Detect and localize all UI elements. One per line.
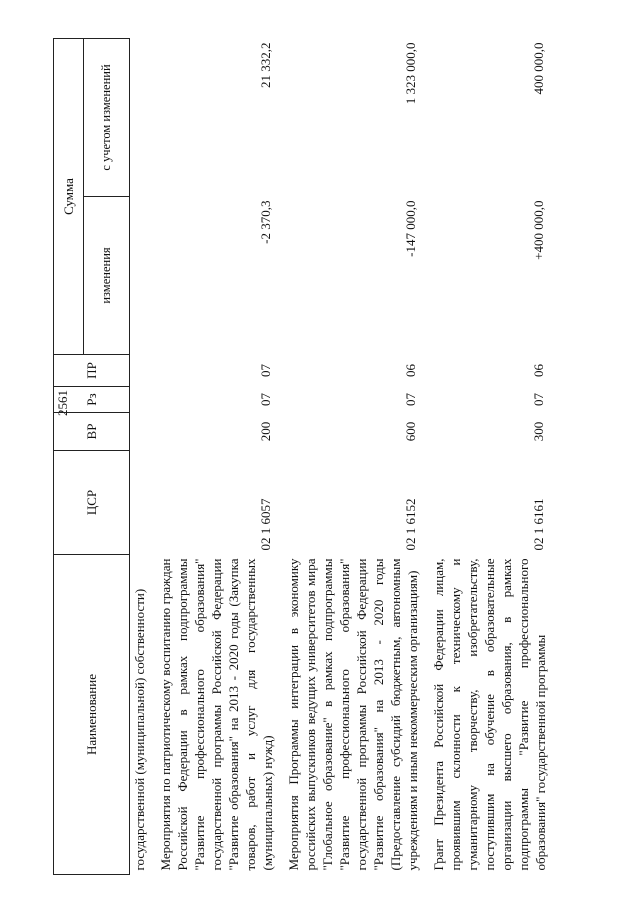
row-name: Грант Президента Российской Федерации лицам, проявившим склонности к техническому и гуманитарному творчеству, изобретательству, поступившим на обучение в образовательные организации высшего образования, в рамках подпрограммы "Развитие профессионального образования" государственной программы bbox=[431, 558, 548, 871]
row-rz: 07 bbox=[258, 393, 273, 406]
row-rz bbox=[130, 387, 157, 413]
row-change bbox=[130, 197, 157, 355]
row-csr: 02 1 6161 bbox=[531, 498, 546, 551]
header-vr: ВР bbox=[54, 413, 130, 451]
row-csr: 02 1 6152 bbox=[403, 498, 418, 551]
row-total bbox=[130, 39, 157, 197]
row-change: -147 000,0 bbox=[403, 200, 418, 257]
row-change: +400 000,0 bbox=[531, 200, 546, 260]
row-csr bbox=[130, 451, 157, 555]
header-name: Наименование bbox=[54, 555, 130, 875]
row-pr bbox=[130, 355, 157, 387]
row-vr: 300 bbox=[531, 421, 546, 442]
table-row bbox=[284, 39, 429, 875]
row-pr: 07 bbox=[258, 364, 273, 377]
header-sum: Сумма bbox=[54, 39, 84, 355]
row-vr: 600 bbox=[403, 421, 418, 442]
row-change: -2 370,3 bbox=[258, 200, 273, 244]
row-pr: 06 bbox=[531, 364, 546, 377]
table-row bbox=[130, 39, 157, 875]
row-vr: 200 bbox=[258, 421, 273, 442]
header-changes: изменения bbox=[84, 197, 130, 355]
row-rz: 07 bbox=[403, 393, 418, 406]
row-total: 21 332,2 bbox=[258, 42, 273, 88]
table-row bbox=[429, 39, 557, 875]
table-row bbox=[156, 39, 284, 875]
row-vr bbox=[130, 413, 157, 451]
row-total: 1 323 000,0 bbox=[403, 42, 418, 105]
row-pr: 06 bbox=[403, 364, 418, 377]
header-with-changes: с учетом изменений bbox=[84, 39, 130, 197]
header-rz: Рз bbox=[54, 387, 130, 413]
row-csr: 02 1 6057 bbox=[258, 498, 273, 551]
header-pr: ПР bbox=[54, 355, 130, 387]
budget-table bbox=[53, 38, 557, 875]
document-table-rotated bbox=[53, 39, 587, 875]
row-name: Мероприятия по патриотическому воспитанию граждан Российской Федерации в рамках подпрограммы "Развитие профессионального образования" государственной программы Российской Федерации "Развитие образования" на 2013 - 2020 годы (Закупка товаров, работ и услуг для государственных (муниципальных) нужд) bbox=[158, 558, 275, 871]
header-csr: ЦСР bbox=[54, 451, 130, 555]
row-total: 400 000,0 bbox=[531, 42, 546, 95]
row-name: Мероприятия Программы интеграции в экономику российских выпускников ведущих университетов мира "Глобальное образование" в рамках подпрограммы "Развитие профессионального образования" государственной программы Российской Федерации "Развитие образования" на 2013 - 2020 годы (Предоставление субсидий бюджетным, автономным учреждениям и иным некоммерческим организациям) bbox=[286, 558, 420, 871]
row-name: государственной (муниципальной) собственности) bbox=[132, 588, 147, 871]
page-number: 2561 bbox=[55, 390, 70, 416]
row-rz: 07 bbox=[531, 393, 546, 406]
